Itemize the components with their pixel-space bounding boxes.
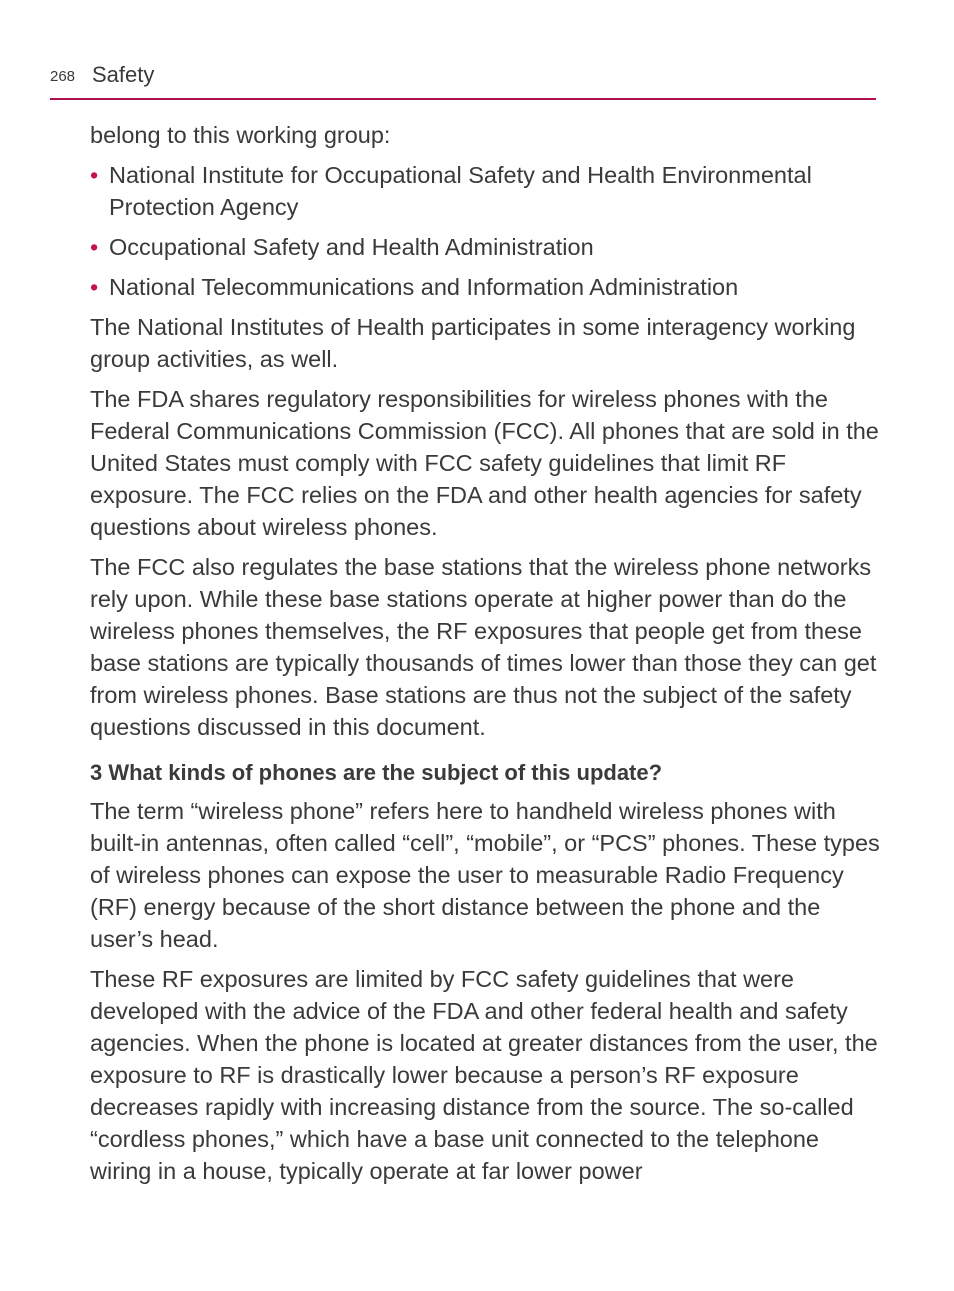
section-title: Safety	[92, 62, 155, 87]
page-number: 268	[50, 68, 76, 85]
question-heading: 3 What kinds of phones are the subject of this update?	[90, 760, 663, 785]
body-paragraph: These RF exposures are limited by FCC safety guidelines that were developed with the advice of the FDA and other federal health and safety agencies. When the phone is located at greater distances from the user, the exposure to RF is drastically lower because a person’s RF exposure decreases rapidly with increasing distance from the source. The so-called “cordless phones,” which have a base unit connected to the telephone wiring in a house, typically operate at far lower power	[90, 966, 878, 1184]
list-item	[90, 271, 880, 303]
bullet-dot-icon: •	[90, 162, 99, 188]
document-body	[90, 119, 880, 1195]
list-item-text: Occupational Safety and Health Administration	[109, 234, 594, 260]
list-item-text: National Institute for Occupational Safety and Health Environmental Protection Agency	[109, 162, 812, 220]
body-paragraph: The FCC also regulates the base stations that the wireless phone networks rely upon. While these base stations operate at higher power than do the wireless phones themselves, the RF exposures that people get from these base stations are typically thousands of times lower than those they can get from wireless phones. Base stations are thus not the subject of the safety questions discussed in this document.	[90, 554, 877, 740]
list-item-text: National Telecommunications and Information Administration	[109, 274, 739, 300]
bullet-dot-icon: •	[90, 234, 99, 260]
body-paragraph: The term “wireless phone” refers here to handheld wireless phones with built-in antennas, often called “cell”, “mobile”, or “PCS” phones. These types of wireless phones can expose the user to measurable Radio Frequency (RF) energy because of the short distance between the phone and the user’s head.	[90, 798, 880, 952]
intro-paragraph: belong to this working group:	[90, 122, 391, 148]
agency-list	[90, 159, 880, 303]
list-item	[90, 159, 880, 223]
list-item	[90, 231, 880, 263]
bullet-dot-icon: •	[90, 274, 99, 300]
body-paragraph: The National Institutes of Health participates in some interagency working group activities, as well.	[90, 314, 856, 372]
body-paragraph: The FDA shares regulatory responsibilities for wireless phones with the Federal Communications Commission (FCC). All phones that are sold in the United States must comply with FCC safety guidelines that limit RF exposure. The FCC relies on the FDA and other health agencies for safety questions about wireless phones.	[90, 386, 879, 540]
page-header	[50, 60, 876, 100]
